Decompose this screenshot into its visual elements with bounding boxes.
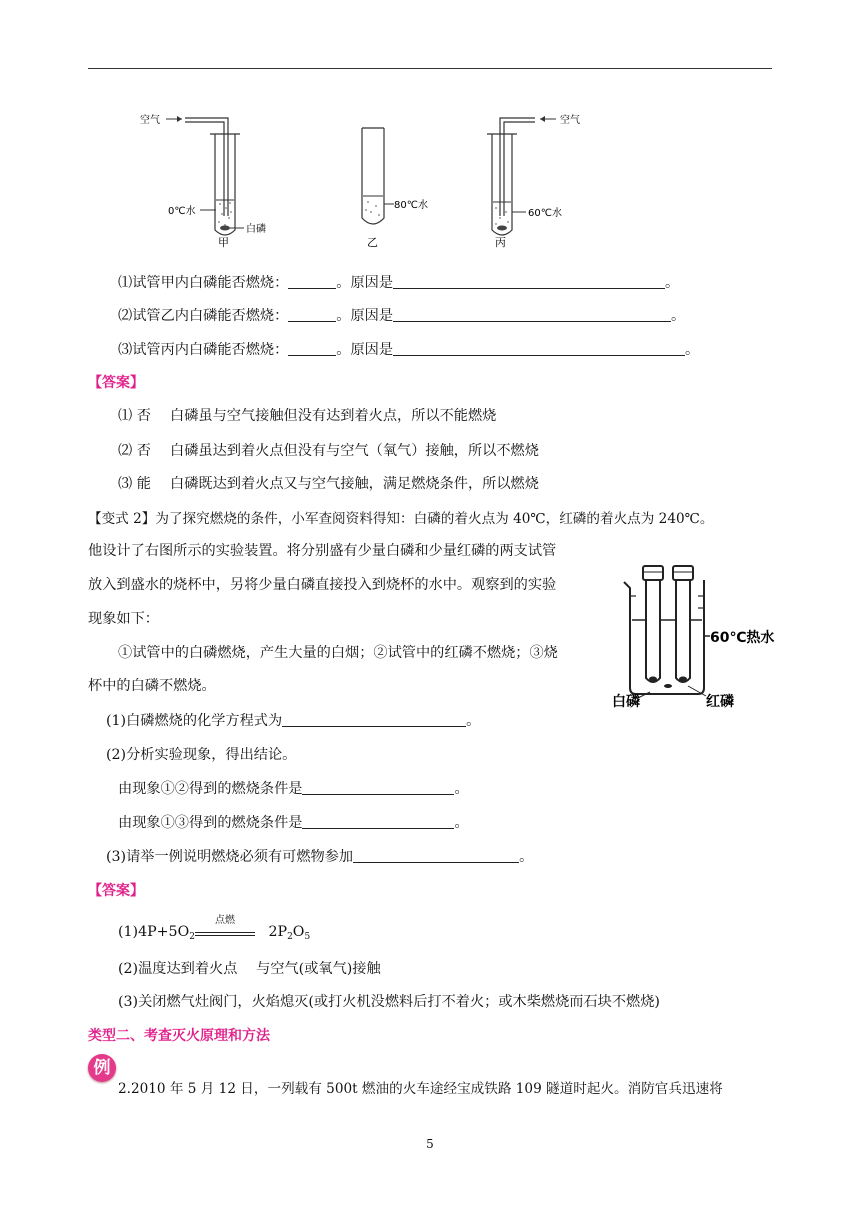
reason-blank[interactable] [393,307,671,322]
answer2-equation: $(1)4P+5O_2$ 点燃 $2P_2O_5$ [118,915,311,942]
beaker-figure [610,560,800,710]
answer-header-1: 【答案】 [88,375,144,391]
air-label-right: 空气 [560,115,580,126]
page-number: 5 [426,1137,434,1151]
variant-2-q2b: 由现象①③得到的燃烧条件是 。 [118,815,469,831]
variant-2-line-4: 现象如下： [88,611,159,627]
variant-2-q1: (1)白磷燃烧的化学方程式为 。 [106,713,481,729]
white-phosphorus-label-2: 白磷 [612,694,640,710]
variant-2-line-5: ①试管中的白磷燃烧，产生大量的白烟；②试管中的红磷不燃烧；③烧 [118,645,558,661]
header-rule [88,68,772,69]
water-0c-label: 0℃水 [168,206,196,217]
variant-2-line-2: 他设计了右图所示的实验装置。将分别盛有少量白磷和少量红磷的两支试管 [88,543,557,559]
variant-2-q3: (3)请举一例说明燃烧必须有可燃物参加 。 [106,849,534,865]
test-tube-figure [130,104,600,254]
example-badge: 例 [88,1054,116,1082]
answer-3: ⑶ 能 白磷既达到着火点又与空气接触，满足燃烧条件，所以燃烧 [118,476,539,492]
answer-blank[interactable] [288,274,336,289]
variant-2-line-6: 杯中的白磷不燃烧。 [88,678,216,694]
red-phosphorus-label: 红磷 [706,694,734,710]
question-3: ⑶试管丙内白磷能否燃烧： 。原因是 。 [118,342,700,358]
example-blank[interactable] [353,848,519,863]
question-1: ⑴试管甲内白磷能否燃烧： 。原因是 。 [118,275,680,291]
variant-2-line-1: 【变式 2】为了探究燃烧的条件，小军查阅资料得知：白磷的着火点为 40℃，红磷的着火点为 240℃。 [88,511,714,527]
equation-condition: 点燃 [195,926,255,936]
reason-blank[interactable] [393,341,685,356]
tube-a-label: 甲 [218,236,229,249]
answer-2: ⑵ 否 白磷虽达到着火点但没有与空气（氧气）接触，所以不燃烧 [118,443,539,459]
hot-water-label: 60℃热水 [710,630,775,646]
white-phosphorus-label: 白磷 [246,224,266,235]
answer-header-2: 【答案】 [88,883,144,899]
answer2-conclusion: (2)温度达到着火点 与空气(或氧气)接触 [118,961,381,977]
section-2-title: 类型二、考查灭火原理和方法 [88,1028,270,1044]
variant-2-line-3: 放入到盛水的烧杯中，另将少量白磷直接投入到烧杯的水中。观察到的实验 [88,577,557,593]
condition-blank-1[interactable] [302,780,454,795]
answer-blank[interactable] [288,341,336,356]
answer2-example: (3)关闭燃气灶阀门，火焰熄灭(或打火机没燃料后打不着火；或木柴燃烧而石块不燃烧) [118,994,660,1010]
answer-blank[interactable] [288,307,336,322]
reason-blank[interactable] [393,274,665,289]
water-60c-label: 60℃水 [528,208,562,219]
equation-blank[interactable] [282,712,466,727]
answer-1: ⑴ 否 白磷虽与空气接触但没有达到着火点，所以不能燃烧 [118,408,497,424]
condition-blank-2[interactable] [302,814,454,829]
variant-2-q2a: 由现象①②得到的燃烧条件是 。 [118,781,469,797]
tube-b-label: 乙 [367,236,378,249]
example-2-text: 2.2010 年 5 月 12 日，一列载有 500t 燃油的火车途经宝成铁路 109 隧道时起火。消防官兵迅速将 [118,1081,723,1097]
water-80c-label: 80℃水 [394,200,428,211]
tube-c-label: 丙 [495,236,506,249]
air-label-left: 空气 [140,115,160,126]
question-2: ⑵试管乙内白磷能否燃烧： 。原因是 。 [118,308,686,324]
variant-2-q2: (2)分析实验现象，得出结论。 [106,747,297,763]
